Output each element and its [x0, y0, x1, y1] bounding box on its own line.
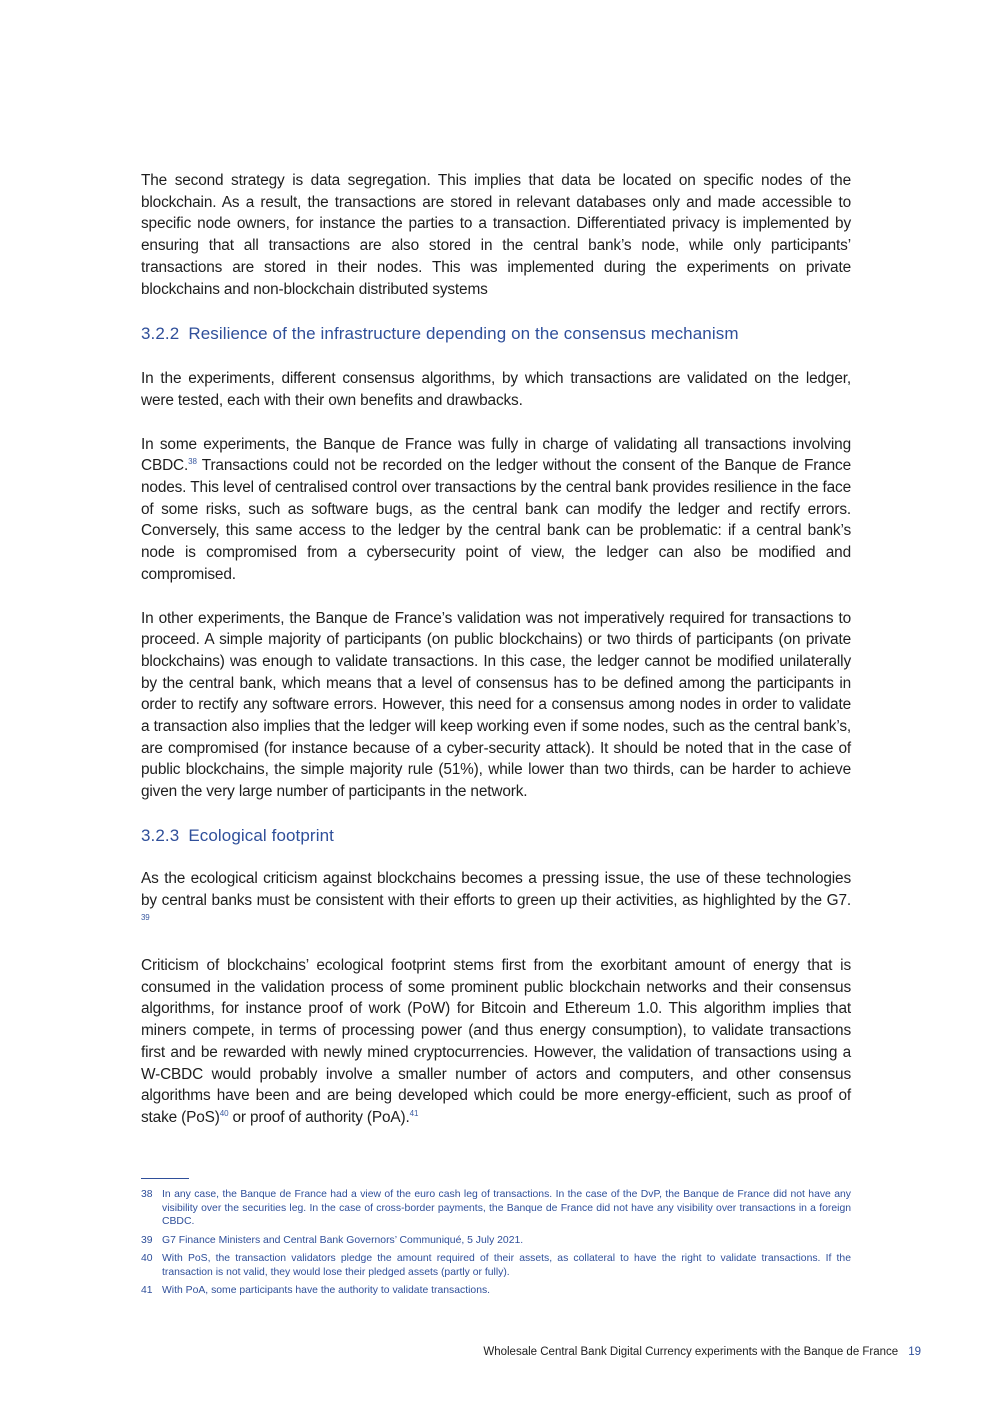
- footnote-text: With PoS, the transaction validators pledge the amount required of their assets, as collateral to have the right to validate transactions. If the transaction is not valid, they would lose their pledged assets (partly or fully).: [162, 1253, 851, 1278]
- paragraph-ecological-criticism: [141, 868, 851, 933]
- footnote-number: 38: [141, 1189, 153, 1200]
- section-heading-ecological: [141, 825, 851, 847]
- footnote-text: With PoA, some participants have the authority to validate transactions.: [162, 1285, 491, 1296]
- paragraph-centralised-validation: [141, 434, 851, 586]
- footnotes: [141, 1178, 851, 1303]
- footnote-41: [141, 1284, 851, 1298]
- section-title: Ecological footprint: [188, 825, 334, 845]
- footnote-ref-39[interactable]: 39: [141, 913, 150, 923]
- footnote-text: In any case, the Banque de France had a view of the euro cash leg of transactions. In the case of the DvP, the Banque de France did not have any visibility over the securities leg. In the case of cross-border payments, the Banque de France did not have any visibility over transactions in a foreign CBDC.: [162, 1189, 851, 1227]
- main-content: [141, 170, 851, 1129]
- footnote-divider: [141, 1178, 189, 1179]
- paragraph-text: Criticism of blockchains’ ecological footprint stems first from the exorbitant amount of energy that is consumed in the validation process of some prominent public blockchain networks and their consensus algorithms, for instance proof of work (PoW) for Bitcoin and Ethereum 1.0. This algorithm implies that miners compete, in terms of processing power (and thus energy consumption), to validate transactions first and be rewarded with newly mined cryptocurrencies. However, the validation of transactions using a W-CBDC would probably involve a smaller number of actors and computers, and other consensus algorithms have been and are being developed which could be more energy-efficient, such as proof of stake (PoS): [141, 956, 851, 1126]
- page-footer: [483, 1346, 921, 1358]
- footnote-40: [141, 1252, 851, 1279]
- paragraph-consensus-algorithms: In the experiments, different consensus algorithms, by which transactions are validated on the ledger, were tested, each with their own benefits and drawbacks.: [141, 370, 851, 409]
- footnote-text: G7 Finance Ministers and Central Bank Governors’ Communiqué, 5 July 2021.: [162, 1234, 524, 1246]
- paragraph-text: Transactions could not be recorded on the ledger without the consent of the Banque de France nodes. This level of centralised control over transactions by the central bank provides resilience in the face of some risks, such as software bugs, as the central bank can modify the ledger and rectify errors. Conversely, this same access to the ledger by the central bank can be problematic: if a central bank’s node is compromised from a cybersecurity point of view, the ledger can also be modified and compromised.: [141, 457, 851, 583]
- paragraph-text: or proof of authority (PoA).: [228, 1108, 410, 1126]
- section-title: Resilience of the infrastructure depending on the consensus mechanism: [188, 324, 739, 344]
- section-number: 3.2.3: [141, 825, 180, 845]
- page-number: 19: [908, 1346, 921, 1358]
- paragraph-text: In some experiments, the Banque de France was fully in charge of validating all transactions involving CBDC.: [141, 435, 851, 475]
- footnote-ref-40[interactable]: 40: [219, 1108, 229, 1118]
- footnote-ref-38[interactable]: 38: [188, 457, 197, 467]
- footnote-number: 41: [141, 1285, 153, 1296]
- paragraph-energy-consumption: [141, 955, 851, 1129]
- section-number: 3.2.2: [141, 324, 180, 344]
- section-heading-resilience: [141, 323, 851, 345]
- paragraph-text: As the ecological criticism against blockchains becomes a pressing issue, the use of these technologies by central banks must be consistent with their efforts to green up their activities, as highlighted by the G7.: [141, 869, 851, 909]
- footnote-39: [141, 1234, 851, 1248]
- paragraph-decentralised-validation: In other experiments, the Banque de France’s validation was not imperatively required for transactions to proceed. A simple majority of participants (on public blockchains) or two thirds of participants (on private blockchains) was enough to validate transactions. In this case, the ledger cannot be modified unilaterally by the central bank, which means that a level of consensus has to be defined among the participants in order to rectify any software errors. However, this need for a consensus among nodes in order to validate a transaction also implies that the ledger will keep working even if some nodes, such as the central bank’s, are compromised (for instance because of a cyber-security attack). It should be noted that in the case of public blockchains, the simple majority rule (51%), while lower than two thirds, can be harder to achieve given the very large number of participants in the network.: [141, 609, 851, 801]
- footnote-number: 40: [141, 1253, 153, 1264]
- footnote-ref-41[interactable]: 41: [409, 1108, 419, 1118]
- footer-title: Wholesale Central Bank Digital Currency experiments with the Banque de France: [483, 1346, 899, 1358]
- footnote-number: 39: [141, 1234, 153, 1246]
- footnote-38: [141, 1188, 851, 1229]
- paragraph-data-segregation: The second strategy is data segregation. This implies that data be located on specific nodes of the blockchain. As a result, the transactions are stored in relevant databases only and made accessible to specific node owners, for instance the parties to a transaction. Differentiated privacy is implemented by ensuring that all transactions are also stored in the central bank’s node, while only participants’ transactions are stored in their nodes. This was implemented during the experiments on private blockchains and non-blockchain distributed systems: [141, 172, 851, 298]
